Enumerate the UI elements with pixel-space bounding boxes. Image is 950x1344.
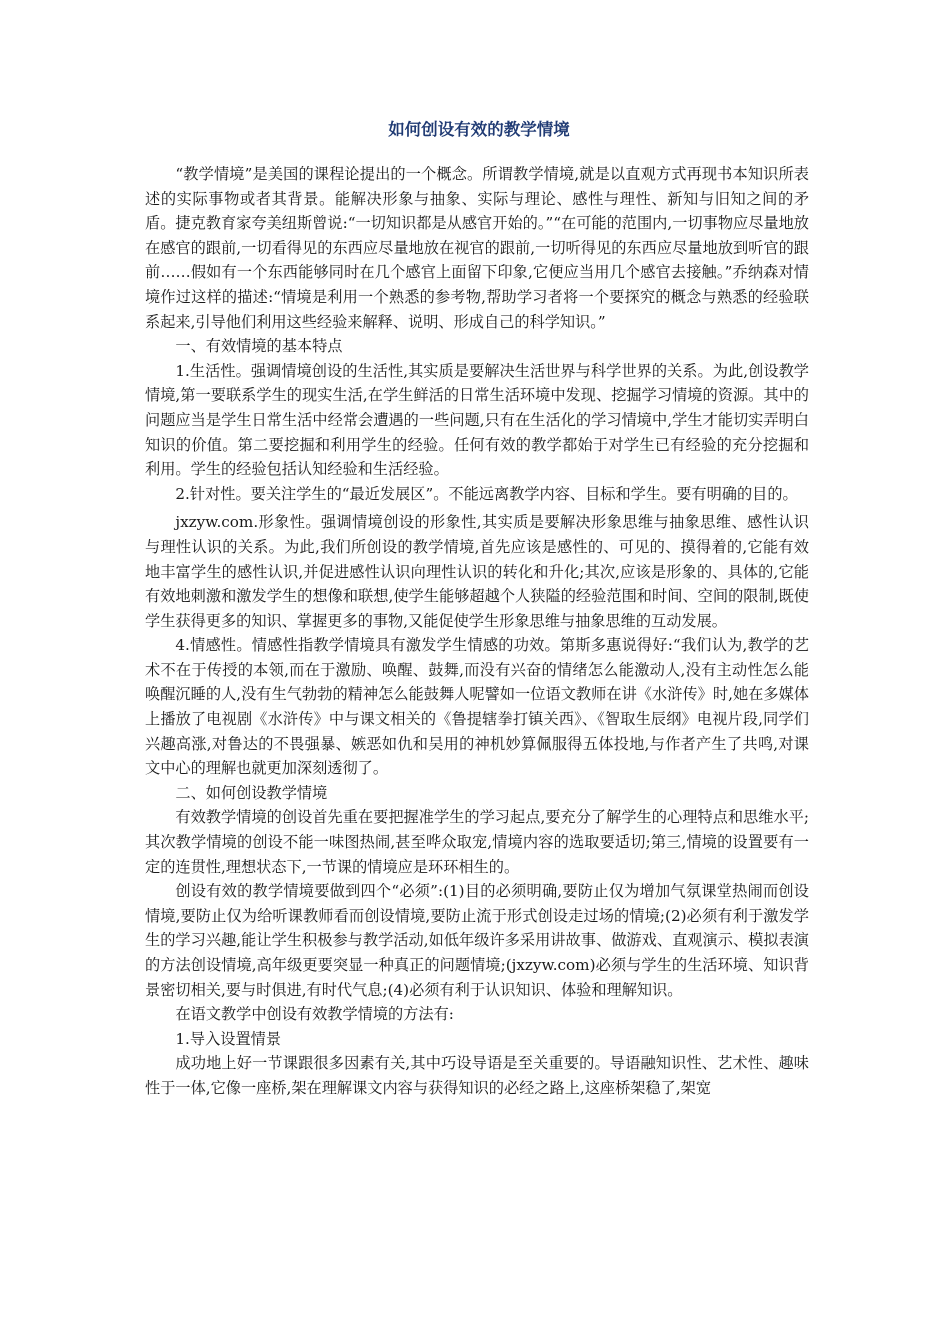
paragraph-methods-intro: 在语文教学中创设有效教学情境的方法有:: [175, 1005, 454, 1024]
paragraph-feature-target: 2.针对性。要关注学生的“最近发展区”。不能远离教学内容、目标和学生。要有明确的目的。: [175, 484, 798, 503]
document-page: [145, 118, 809, 1101]
paragraph-lead-in: 成功地上好一节课跟很多因素有关,其中巧设导语是至关重要的。导语融知识性、艺术性、趣味性于一体,它像一座桥,架在理解课文内容与获得知识的必经之路上,这座桥架稳了,架宽: [145, 1054, 809, 1097]
paragraph-how-intro: 有效教学情境的创设首先重在要把握准学生的学习起点,要充分了解学生的心理特点和思维水平;其次教学情境的创设不能一味图热闹,甚至哗众取宠,情境内容的选取要适切;第三,情境的设置要有一定的连贯性,理想状态下,一节课的情境应是环环相生的。: [145, 808, 809, 876]
paragraph-feature-emotion: 4.情感性。情感性指教学情境具有激发学生情感的功效。第斯多惠说得好:“我们认为,教学的艺术不在于传授的本领,而在于激励、唤醒、鼓舞,而没有兴奋的情绪怎么能激动人,没有主动性怎么能唤醒沉睡的人,没有生气勃勃的精神怎么能鼓舞人呢譬如一位语文教师在讲《水浒传》时,她在多媒体上播放了电视剧《水浒传》中与课文相关的《鲁提辖拳打镇关西》、《智取生辰纲》电视片段,同学们兴趣高涨,对鲁达的不畏强暴、嫉恶如仇和吴用的神机妙算佩服得五体投地,与作者产生了共鸣,对课文中心的理解也就更加深刻透彻了。: [145, 636, 809, 778]
subheading-lead-in: 1.导入设置情景: [175, 1029, 282, 1048]
paragraph-intro: “教学情境”是美国的课程论提出的一个概念。所谓教学情境,就是以直观方式再现书本知识所表述的实际事物或者其背景。能解决形象与抽象、实际与理论、感性与理性、新知与旧知之间的矛盾。捷克教育家夸美纽斯曾说:“一切知识都是从感官开始的。”“在可能的范围内,一切事物应尽量地放在感官的跟前,一切看得见的东西应尽量地放在视官的跟前,一切听得见的东西应尽量地放到听官的跟前……假如有一个东西能够同时在几个感官上面留下印象,它便应当用几个感官去接触。”乔纳森对情境作过这样的描述:“情境是利用一个熟悉的参考物,帮助学习者将一个要探究的概念与熟悉的经验联系起来,引导他们利用这些经验来解释、说明、形成自己的科学知识。”: [145, 165, 809, 331]
document-title: 如何创设有效的教学情境: [388, 120, 570, 139]
paragraph-four-musts: 创设有效的教学情境要做到四个“必须”:(1)目的必须明确,要防止仅为增加气氛课堂热闹而创设情境,要防止仅为给听课教师看而创设情境,要防止流于形式创设走过场的情境;(2)必须有利于激发学生的学习兴趣,能让学生积极参与教学活动,如低年级许多采用讲故事、做游戏、直观演示、模拟表演的方法创设情境,高年级更要突显一种真正的问题情境;(jxzyw.com)必须与学生的生活环境、知识背景密切相关,要与时俱进,有时代气息;(4)必须有利于认识知识、体验和理解知识。: [145, 882, 809, 999]
section-heading-how: 二、如何创设教学情境: [175, 783, 328, 802]
paragraph-feature-image: jxzyw.com.形象性。强调情境创设的形象性,其实质是要解决形象思维与抽象思维、感性认识与理性认识的关系。为此,我们所创设的教学情境,首先应该是感性的、可见的、摸得着的,它能有效地丰富学生的感性认识,并促进感性认识向理性认识的转化和升化;其次,应该是形象的、具体的,它能有效地刺激和激发学生的想像和联想,使学生能够超越个人狭隘的经验范围和时间、空间的限制,既使学生获得更多的知识、掌握更多的事物,又能促使学生形象思维与抽象思维的互动发展。: [145, 513, 809, 630]
section-heading-features: 一、有效情境的基本特点: [175, 337, 343, 356]
paragraph-feature-life: 1.生活性。强调情境创设的生活性,其实质是要解决生活世界与科学世界的关系。为此,创设教学情境,第一要联系学生的现实生活,在学生鲜活的日常生活环境中发现、挖掘学习情境的资源。其中的问题应当是学生日常生活中经常会遭遇的一些问题,只有在生活化的学习情境中,学生才能切实弄明白知识的价值。第二要挖掘和利用学生的经验。任何有效的教学都始于对学生已有经验的充分挖掘和利用。学生的经验包括认知经验和生活经验。: [145, 361, 809, 479]
